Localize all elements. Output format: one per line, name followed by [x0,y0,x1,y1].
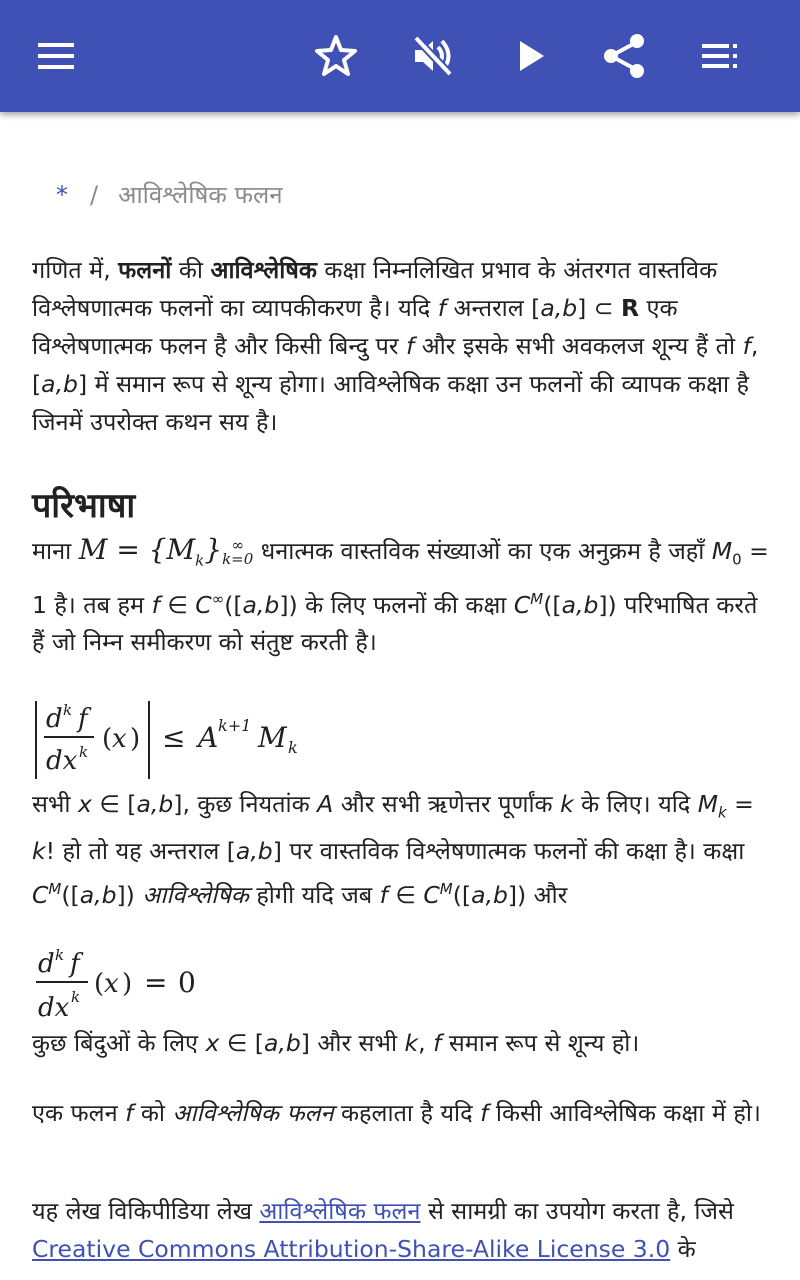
svg-text:=: = [144,965,168,999]
section-heading-definition: परिभाषा [32,486,136,526]
svg-text:A: A [198,721,219,755]
intro-paragraph: गणित में, फलनों की आविश्लेषिक कक्षा निम्नलिखित प्रभाव के अंतरगत वास्तविक विश्लेषणात्मक फलनों का व्यापकीकरण है। यदि f अन्तराल [a,b] ⊂ R एक विश्लेषणात्मक फलन है और किसी बिन्दु पर f और इसके सभी अवकलज शून्य हैं तो f, [a,b] में समान रूप से शून्य होगा। आविश्लेषिक कक्षा उन फलनों की व्यापक कक्षा है जिनमें उपरोक्त कथन सय है। [32,256,759,436]
svg-text:k: k [71,987,81,1006]
app-toolbar [0,0,800,112]
svg-text:M: M [258,721,287,755]
toc-icon[interactable] [692,28,748,84]
star-icon[interactable] [308,28,364,84]
breadcrumb-current: आविश्लेषिक फलन [118,181,283,209]
definition-paragraph-2: सभी x ∈ [a,b], कुछ नियतांक A और सभी ऋणेत्तर पूर्णांक k के लिए। यदि $M_k = k$! हो तो यह अन्तराल [a,b] पर वास्तविक विश्लेषणात्मक फलनों की कक्षा है। कक्षा $C^M([a,b])$ आविश्लेषिक होगी यदि जब f ∈ $C^M([a,b])$ और [32,790,754,909]
breadcrumb-separator: / [90,181,99,209]
svg-text:d: d [46,704,63,735]
derivative-zero-formula [32,944,772,1024]
article-content [32,150,772,1268]
svg-text:≤: ≤ [162,721,186,755]
breadcrumb [32,178,772,211]
svg-text:k: k [79,743,89,762]
svg-text:): ) [122,968,133,999]
license-link[interactable]: Creative Commons Attribution-Share-Alike License 3.0 [32,1234,671,1263]
sequence-formula: $M = \{M_k\}$ ∞ k=0 [78,533,254,570]
breadcrumb-home-link[interactable]: * [56,181,68,209]
svg-text:k: k [288,738,298,758]
svg-text:x: x [104,968,119,999]
svg-text:dx: dx [38,992,70,1023]
svg-text:): ) [130,724,141,755]
definition-paragraph-3: कुछ बिंदुओं के लिए x ∈ [a,b] और सभी k, f समान रूप से शून्य हो। [32,1028,640,1057]
svg-text:k+1: k+1 [218,716,252,736]
play-icon[interactable] [502,28,558,84]
menu-icon[interactable] [28,28,84,84]
definition-paragraph-1: माना $M = \{M_k\}$ ∞ k=0 धनात्मक वास्तविक संख्याओं का एक अनुक्रम है जहाँ $M_0 = 1$ है। तब हम f ∈ C∞([a,b]) के लिए फलनों की कक्षा $C^M([a,b])$ परिभाषित करते हैं जो निम्न समीकरण को संतुष्ट करती है। [32,533,769,657]
svg-text:x: x [112,724,127,755]
svg-text:k: k [55,945,65,964]
svg-text:0: 0 [178,965,196,999]
svg-text:d: d [38,948,55,979]
inequality-formula [32,695,772,785]
source-article-link[interactable]: आविश्लेषिक फलन [259,1196,421,1225]
attribution-paragraph: यह लेख विकिपीडिया लेख आविश्लेषिक फलन से सामग्री का उपयोग करता है, जिसे Creative Commons Attribution-Share-Alike License 3.0 के [32,1196,734,1263]
svg-text:(: ( [94,968,105,999]
svg-text:f: f [70,948,80,979]
volume-off-icon[interactable] [404,28,460,84]
share-icon[interactable] [596,28,652,84]
svg-text:dx: dx [46,746,78,777]
svg-text:(: ( [102,724,113,755]
svg-text:k: k [63,701,73,720]
svg-text:f: f [78,704,88,735]
definition-paragraph-4: एक फलन f को आविश्लेषिक फलन कहलाता है यदि f किसी आविश्लेषिक कक्षा में हो। [32,1098,761,1127]
